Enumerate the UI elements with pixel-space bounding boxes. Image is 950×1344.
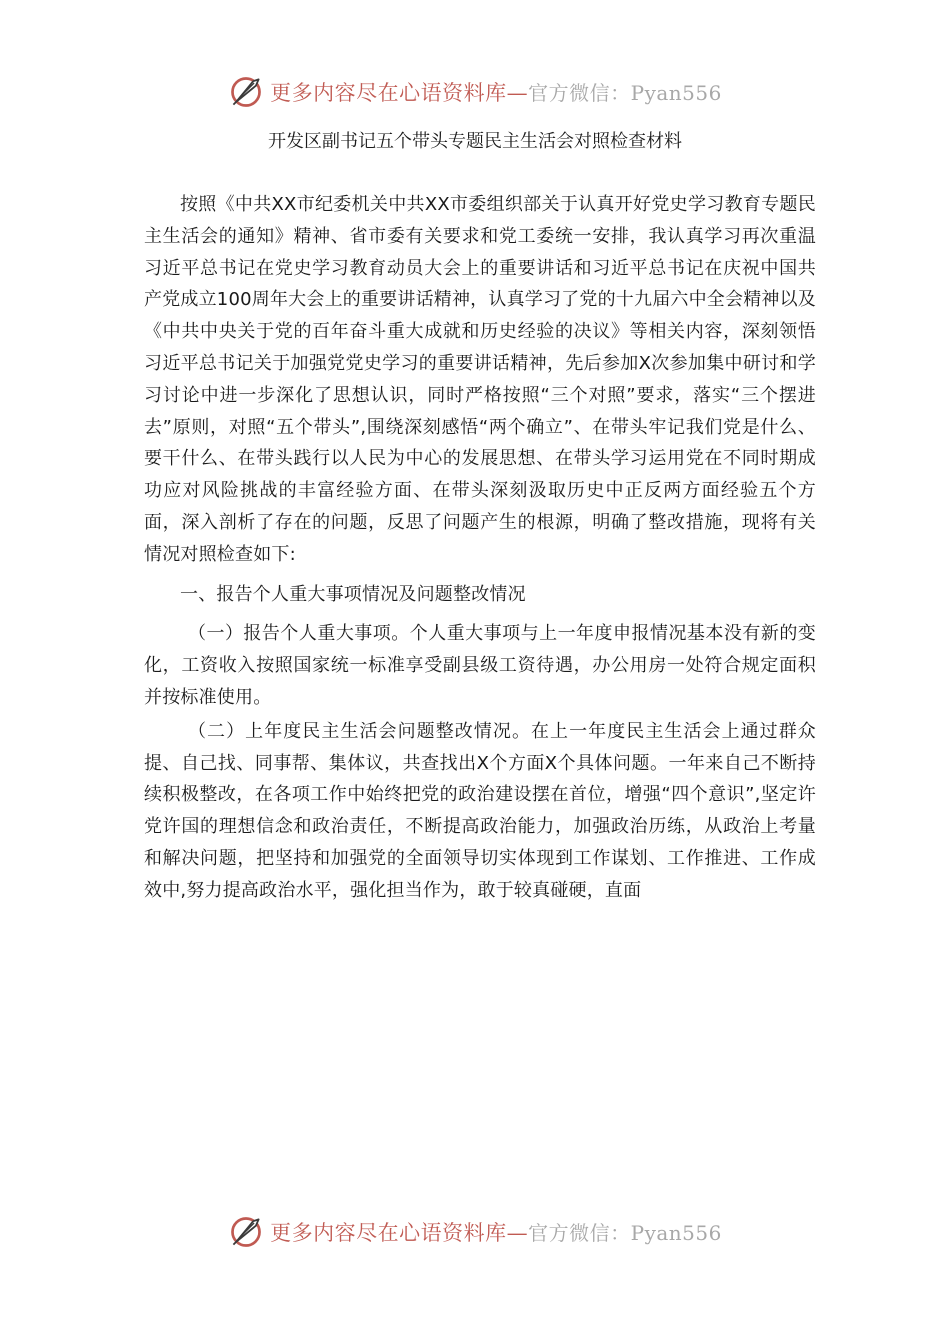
watermark-contact: 官方微信：Pyan556 bbox=[528, 1221, 722, 1245]
intro-paragraph: 按照《中共XX市纪委机关中共XX市委组织部关于认真开好党史学习教育专题民主生活会的通知》精神、省市委有关要求和党工委统一安排，我认真学习再次重温习近平总书记在党史学习教育动员大会上的重要讲话和习近平总书记在庆祝中国共产党成立100周年大会上的重要讲话精神，认真学习了党的十九届六中全会精神以及《中共中央关于党的百年奋斗重大成就和历史经验的决议》等相关内容，深刻领悟习近平总书记关于加强党党史学习的重要讲话精神，先后参加X次参加集中研讨和学习讨论中进一步深化了思想认识，同时严格按照“三个对照”要求，落实“三个摆进去”原则，对照“五个带头”,围绕深刻感悟“两个确立”、在带头牢记我们党是什么、要干什么、在带头践行以人民为中心的发展思想、在带头学习运用党在不同时期成功应对风险挑战的丰富经验方面、在带头深刻汲取历史中正反两方面经验五个方面，深入剖析了存在的问题，反思了问题产生的根源，明确了整改措施，现将有关情况对照检查如下: bbox=[144, 194, 816, 565]
subsection-paragraph-1: （一）报告个人重大事项。个人重大事项与上一年度申报情况基本没有新的变化，工资收入按照国家统一标准享受副县级工资待遇，办公用房一处符合规定面积并按标准使用。 bbox=[144, 623, 816, 708]
subsection-paragraph-2: （二）上年度民主生活会问题整改情况。在上一年度民主生活会上通过群众提、自己找、同事帮、集体议，共查找出X个方面X个具体问题。一年来自己不断持续积极整改，在各项工作中始终把党的政治建设摆在首位，增强“四个意识”,坚定许党许国的理想信念和政治责任，不断提高政治能力，加强政治历练，从政治上考量和解决问题，把坚持和加强党的全面领导切实体现到工作谋划、工作推进、工作成效中,努力提高政治水平，强化担当作为，敢于较真碰硬，直面 bbox=[144, 720, 816, 901]
section-heading: 一、报告个人重大事项情况及问题整改情况 bbox=[180, 583, 526, 605]
watermark-text: 更多内容尽在心语资料库—官方微信：Pyan556 bbox=[270, 1221, 722, 1245]
watermark-contact: 官方微信：Pyan556 bbox=[528, 81, 722, 105]
footer-watermark bbox=[0, 1212, 950, 1252]
quill-pen-logo-icon bbox=[228, 74, 264, 110]
document-title: 开发区副书记五个带头专题民主生活会对照检查材料 bbox=[268, 131, 682, 152]
watermark-text: 更多内容尽在心语资料库—官方微信：Pyan556 bbox=[270, 81, 722, 105]
document-body bbox=[144, 189, 816, 907]
quill-pen-logo-icon bbox=[228, 1214, 264, 1250]
header-watermark bbox=[0, 72, 950, 112]
